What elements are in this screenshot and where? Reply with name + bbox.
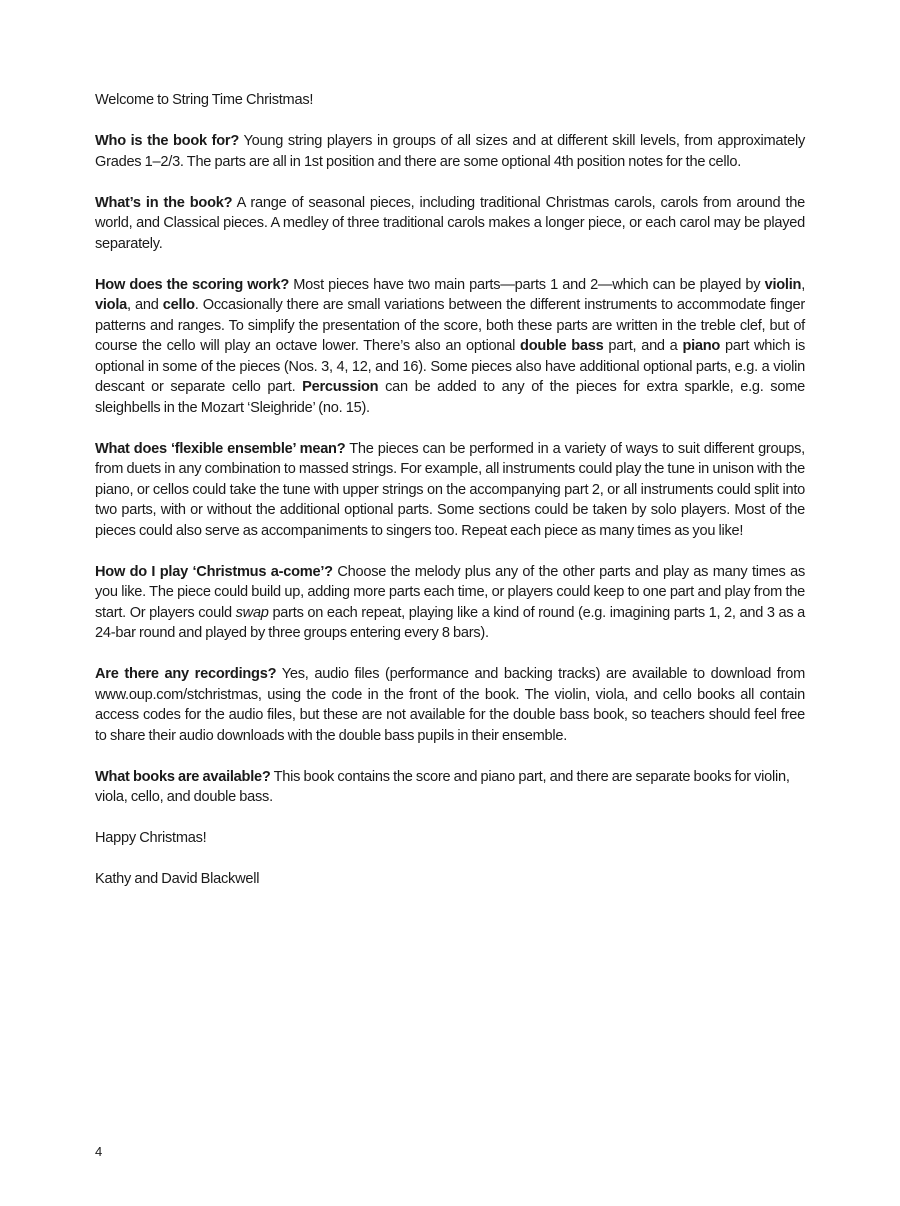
section-body: , and [127, 297, 163, 313]
document-page [95, 90, 805, 910]
section-heading: Who is the book for? [95, 133, 240, 149]
instrument-violin: violin [764, 276, 802, 293]
section-body: part which is optional in some of the pieces (Nos. 3, 4, 12, and 16). Some pieces also have additional optional parts, e.g. a violin descant or separate cello part. [95, 338, 805, 395]
section-body: A range of seasonal pieces, including traditional Christmas carols, carols from around the world, and Classical pieces. A medley of three traditional carols makes a longer piece, or each carol may be played separately. [95, 194, 805, 252]
section-body: Young string players in groups of all sizes and at different skill levels, from approximately Grades 1–2/3. The parts are all in 1st position and there are some optional 4th position notes for the cello. [95, 133, 805, 170]
section-heading: How do I play ‘Christmus a-come’? [95, 563, 333, 580]
section-body: This book contains the score and piano part, and there are separate books for violin, viola, cello, and double bass. [95, 768, 790, 805]
section-scoring [95, 275, 805, 419]
section-body: The pieces can be performed in a variety of ways to suit different groups, from duets in any combination to massed strings. For example, all instruments could play the tune in unison with the piano, or cellos could take the tune with upper strings on the accompanying part 2, or all instruments could split into two parts, with or without the additional optional parts. Some sections could be taken by solo players. Most of the pieces could also serve as accompaniments to singers too. Repeat each piece as many times as you like! [95, 440, 805, 539]
section-heading: What does ‘flexible ensemble’ mean? [95, 440, 346, 457]
section-christmus-a-come [95, 562, 805, 644]
instrument-cello: cello [162, 297, 195, 313]
section-body: Most pieces have two main parts—parts 1 and 2—which can be played by [288, 276, 765, 293]
intro-line: Welcome to String Time Christmas! [95, 92, 314, 108]
section-body: can be added to any of the pieces for extra sparkle, e.g. some sleighbells in the Mozart ‘Sleighride’ (no. 15). [95, 379, 805, 416]
signature: Kathy and David Blackwell [95, 871, 260, 887]
section-flexible-ensemble [95, 439, 805, 542]
section-heading: What’s in the book? [95, 194, 233, 211]
section-body: Choose the melody plus any of the other parts and play as many times as you like. The piece could build up, adding more parts each time, or players could keep to one part and play from the start. Or players could [95, 563, 806, 621]
section-whats-in-book [95, 193, 805, 255]
section-books-available [95, 767, 805, 808]
section-body: , [801, 276, 805, 293]
section-heading: What books are available? [95, 768, 271, 785]
section-who-is-book-for [95, 131, 805, 172]
closing-line: Happy Christmas! [95, 830, 207, 846]
section-heading: How does the scoring work? [95, 276, 289, 293]
instrument-double-bass: double bass [520, 338, 604, 354]
emphasis-swap: swap [235, 604, 269, 621]
section-recordings [95, 664, 805, 746]
page-number: 4 [95, 1144, 103, 1159]
instrument-viola: viola [95, 297, 128, 313]
section-body: parts on each repeat, playing like a kind of round (e.g. imagining parts 1, 2, and 3 as a 24-bar round and played by three groups entering every 8 bars). [95, 604, 805, 641]
section-heading: Are there any recordings? [95, 666, 277, 682]
section-body: part, and a [603, 338, 683, 354]
instrument-piano: piano [682, 338, 721, 354]
instrument-percussion: Percussion [302, 379, 379, 395]
section-body: . Occasionally there are small variations between the different instruments to accommodate finger patterns and ranges. To simplify the presentation of the score, both these parts are written in the treble clef, but of course the cello will play an octave lower. There’s also an optional [95, 297, 805, 354]
section-body: Yes, audio files (performance and backing tracks) are available to download from www.oup.com/stchristmas, using the code in the front of the book. The violin, viola, and cello books all contain access codes for the audio files, but these are not available for the double bass book, so teachers should feel free to share their audio downloads with the double bass pupils in their ensemble. [95, 666, 805, 744]
